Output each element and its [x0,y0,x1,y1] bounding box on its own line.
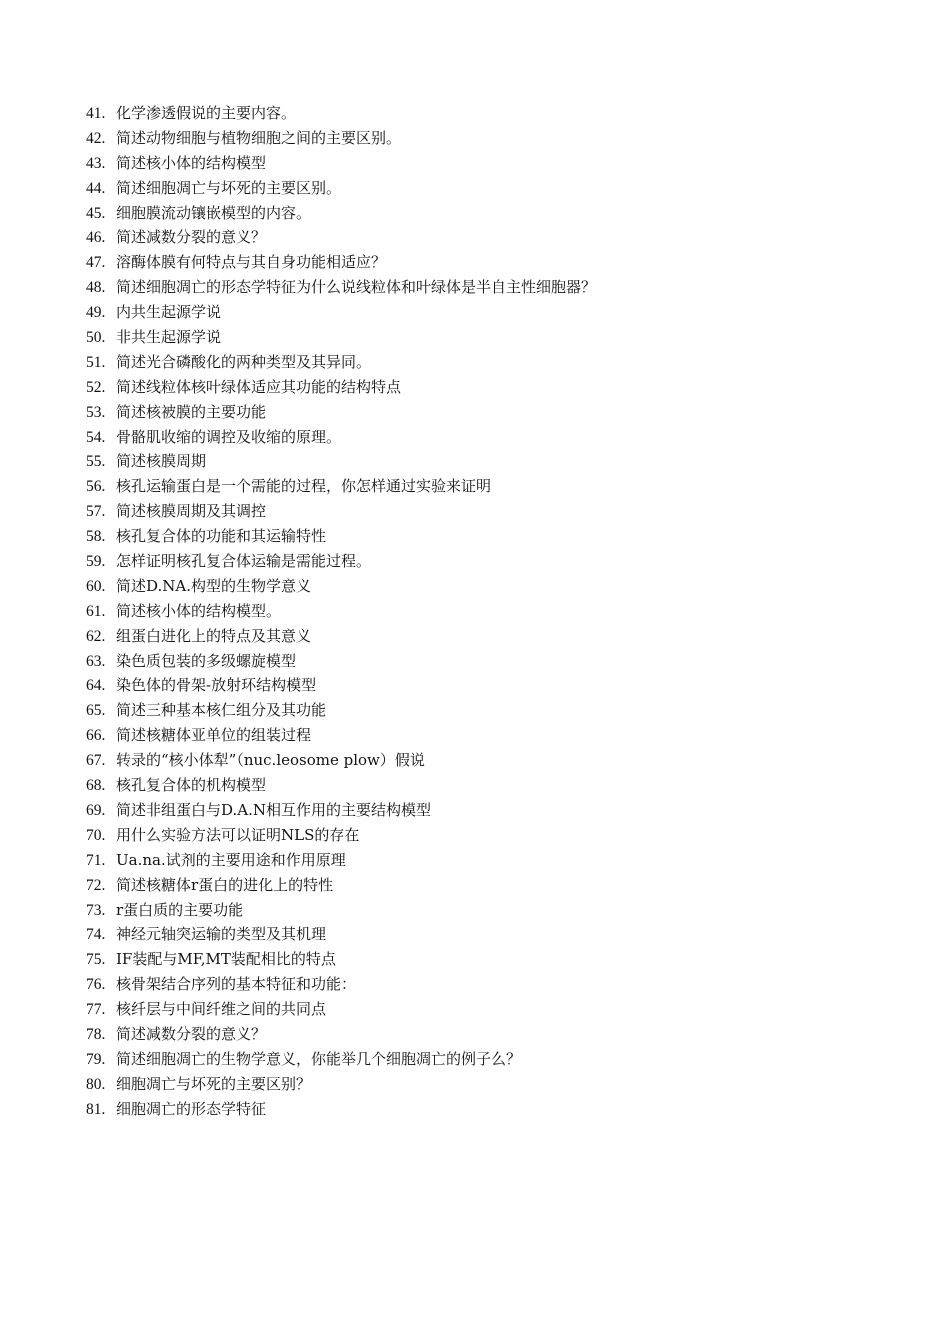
list-item [86,848,886,873]
question-number: 62. [86,627,106,645]
list-item [86,723,886,748]
question-text: 用什么实验方法可以证明NLS的存在 [116,825,360,844]
list-item [86,375,886,400]
list-item [86,524,886,549]
question-number: 60. [86,577,106,595]
question-text: 简述减数分裂的意义？ [116,1024,267,1043]
question-number: 57. [86,503,106,521]
question-number: 70. [86,826,106,844]
list-item [86,325,886,350]
question-text: 简述非组蛋白与D.A.N相互作用的主要结构模型 [116,800,431,819]
question-text: 染色体的骨架-放射环结构模型 [116,676,317,695]
question-number: 54. [86,428,106,446]
question-text: r蛋白质的主要功能 [116,900,244,919]
question-text: 简述线粒体核叶绿体适应其功能的结构特点 [116,377,402,396]
question-text: 核纤层与中间纤维之间的共同点 [116,1000,327,1019]
list-item [86,748,886,773]
question-text: 简述细胞凋亡的生物学意义，你能举几个细胞凋亡的例子么？ [116,1049,522,1068]
list-item [86,997,886,1022]
question-number: 44. [86,179,106,197]
list-item [86,922,886,947]
question-text: 简述动物细胞与植物细胞之间的主要区别。 [116,128,402,147]
question-number: 79. [86,1050,106,1068]
question-number: 80. [86,1075,106,1093]
list-item [86,176,886,201]
question-number: 69. [86,801,106,819]
question-number: 81. [86,1100,106,1118]
question-text: 简述光合磷酸化的两种类型及其异同。 [116,352,372,371]
question-text: 简述核被膜的主要功能 [116,402,267,421]
question-text: 骨骼肌收缩的调控及收缩的原理。 [116,427,342,446]
question-number: 49. [86,304,106,322]
question-text: 化学渗透假说的主要内容。 [116,104,297,122]
list-item [86,449,886,474]
question-number: 48. [86,279,106,297]
list-item [86,624,886,649]
question-text: 核孔运输蛋白是一个需能的过程，你怎样通过实验来证明 [116,477,492,496]
question-number: 66. [86,727,106,745]
list-item [86,400,886,425]
question-text: 简述D.NA.构型的生物学意义 [116,576,311,595]
question-text: 简述减数分裂的意义？ [116,228,267,247]
question-text: 简述核膜周期及其调控 [116,502,267,521]
question-text: 细胞凋亡的形态学特征 [116,1099,267,1118]
question-text: 细胞凋亡与坏死的主要区别？ [116,1074,312,1093]
question-number: 61. [86,602,106,620]
question-text: 核孔复合体的功能和其运输特性 [116,527,327,546]
question-text: 非共生起源学说 [116,328,222,347]
question-number: 68. [86,777,106,795]
question-number: 58. [86,528,106,546]
list-item [86,873,886,898]
list-item [86,947,886,972]
list-item [86,350,886,375]
question-number: 43. [86,154,106,172]
list-item [86,101,886,126]
list-item [86,773,886,798]
question-text: 简述核糖体r蛋白的进化上的特性 [116,875,334,894]
question-number: 50. [86,329,106,347]
question-number: 75. [86,951,106,969]
list-item [86,126,886,151]
list-item [86,649,886,674]
list-item [86,300,886,325]
list-item [86,151,886,176]
question-list [86,101,886,1122]
question-number: 47. [86,254,106,272]
question-number: 59. [86,553,106,571]
list-item [86,225,886,250]
list-item [86,499,886,524]
question-number: 74. [86,926,106,944]
question-text: 简述细胞凋亡的形态学特征为什么说线粒体和叶绿体是半自主性细胞器？ [116,278,597,297]
question-number: 45. [86,204,106,222]
question-number: 77. [86,1001,106,1019]
list-item [86,599,886,624]
question-text: 核骨架结合序列的基本特征和功能： [116,975,357,994]
list-item [86,698,886,723]
question-text: 转录的“核小体犁”（nuc.leosome plow）假说 [116,751,425,770]
question-number: 52. [86,378,106,396]
question-number: 71. [86,851,106,869]
list-item [86,898,886,923]
list-item [86,275,886,300]
question-number: 78. [86,1025,106,1043]
list-item [86,201,886,226]
question-text: 简述核糖体亚单位的组装过程 [116,726,312,745]
list-item [86,425,886,450]
question-text: 怎样证明核孔复合体运输是需能过程。 [116,552,372,571]
list-item [86,1072,886,1097]
question-number: 53. [86,403,106,421]
question-number: 65. [86,702,106,720]
question-number: 46. [86,229,106,247]
question-text: 简述核膜周期 [116,452,207,471]
question-text: Ua.na.试剂的主要用途和作用原理 [116,850,346,869]
question-text: 组蛋白进化上的特点及其意义 [116,626,312,645]
question-number: 72. [86,876,106,894]
list-item [86,1097,886,1122]
list-item [86,574,886,599]
question-text: 简述核小体的结构模型 [116,153,267,172]
list-item [86,972,886,997]
question-number: 51. [86,353,106,371]
question-text: 溶酶体膜有何特点与其自身功能相适应？ [116,253,387,272]
question-text: 简述三种基本核仁组分及其功能 [116,701,327,720]
list-item [86,1022,886,1047]
question-text: 简述核小体的结构模型。 [116,601,282,620]
question-number: 41. [86,105,106,122]
list-item [86,673,886,698]
question-number: 63. [86,652,106,670]
question-text: 染色质包装的多级螺旋模型 [116,651,297,670]
question-number: 64. [86,677,106,695]
question-number: 56. [86,478,106,496]
question-number: 76. [86,976,106,994]
question-text: IF装配与MF,MT装配相比的特点 [116,950,336,969]
list-item [86,798,886,823]
question-number: 55. [86,453,106,471]
list-item [86,250,886,275]
question-text: 内共生起源学说 [116,303,222,322]
question-number: 73. [86,901,106,919]
question-number: 67. [86,752,106,770]
question-text: 核孔复合体的机构模型 [116,776,267,795]
question-number: 42. [86,129,106,147]
question-text: 神经元轴突运输的类型及其机理 [116,925,327,944]
list-item [86,474,886,499]
list-item [86,549,886,574]
question-text: 细胞膜流动镶嵌模型的内容。 [116,203,312,222]
list-item [86,823,886,848]
list-item [86,1047,886,1072]
question-text: 简述细胞凋亡与坏死的主要区别。 [116,178,342,197]
